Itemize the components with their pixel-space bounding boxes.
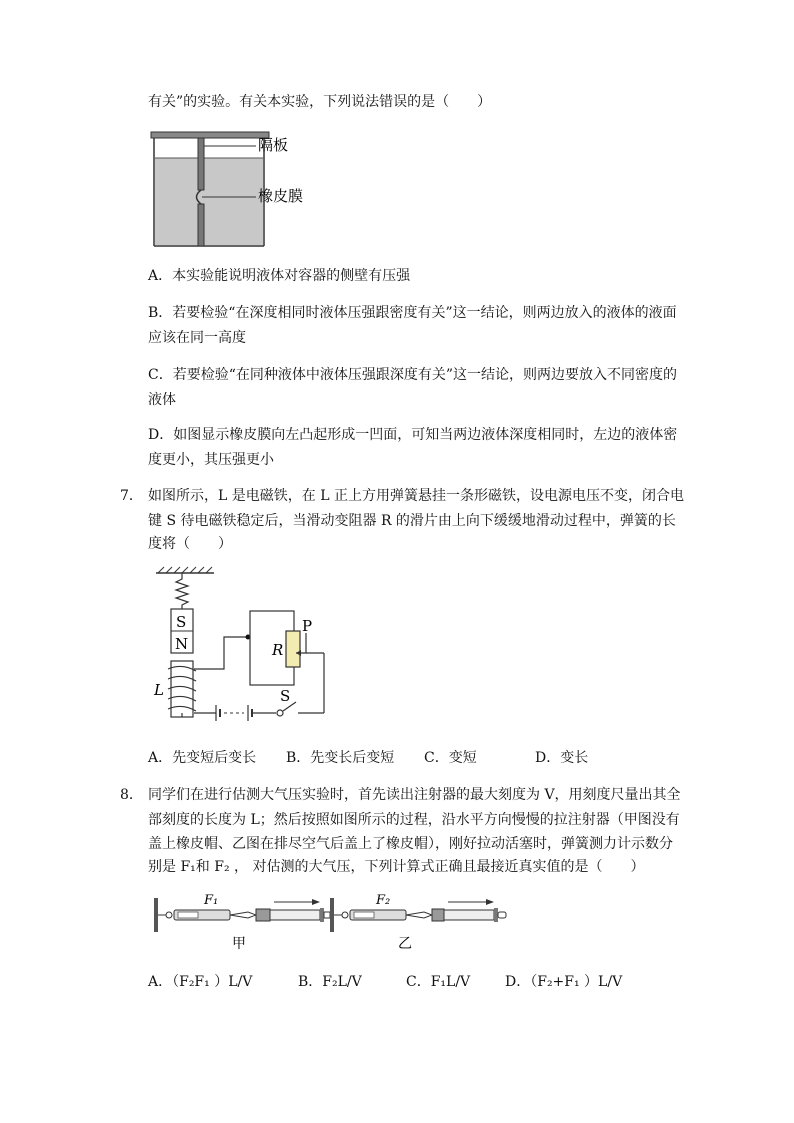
q6-option-a: A．本实验能说明液体对容器的侧壁有压强 xyxy=(148,268,411,284)
q6-option-b-line1: B．若要检验“在深度相同时液体压强跟密度有关”这一结论，则两边放入的液体的液面 xyxy=(148,305,677,321)
q7-option-c: C．变短 xyxy=(424,750,477,766)
q6-option-b-line2: 应该在同一高度 xyxy=(148,330,246,346)
coil-l-label: L xyxy=(154,681,164,699)
figure-yi-label: 乙 xyxy=(398,936,412,952)
force-f1-label: F₁ xyxy=(204,893,219,908)
q8-number: 8． xyxy=(120,787,143,803)
q7-option-d: D．变长 xyxy=(535,750,589,766)
magnet-s-pole-label: S xyxy=(176,613,187,631)
q8-option-c: C．F₁L/V xyxy=(406,974,471,990)
q7-line2: 键 S 待电磁铁稳定后，当滑动变阻器 R 的滑片由上向下缓缓地滑动过程中，弹簧的长 xyxy=(148,513,676,529)
q8-option-b: B．F₂L/V xyxy=(298,974,362,990)
q8-line2: 部刻度的长度为 L；然后按照如图所示的过程，沿水平方向慢慢的拉注射器（甲图没有 xyxy=(148,812,680,828)
electromagnet-circuit-figure xyxy=(148,565,338,725)
q6-option-c-line2: 液体 xyxy=(148,392,176,408)
switch-s-label: S xyxy=(280,687,291,705)
syringe-experiment-figure xyxy=(148,888,518,954)
q6-option-d-line1: D．如图显示橡皮膜向左凸起形成一凹面，可知当两边液体深度相同时，左边的液体密 xyxy=(148,427,678,443)
partition-container-figure xyxy=(148,128,328,253)
q6-intro-tail: 有关”的实验。有关本实验，下列说法错误的是（ ） xyxy=(148,94,492,110)
q6-option-c-line1: C．若要检验“在同种液体中液体压强跟深度有关”这一结论，则两边要放入不同密度的 xyxy=(148,367,678,383)
membrane-label: 橡皮膜 xyxy=(258,187,304,205)
q8-line4: 别是 F₁和 F₂ ， 对估测的大气压，下列计算式正确且最接近真实值的是（ ） xyxy=(148,859,645,875)
magnet-n-pole-label: N xyxy=(175,635,189,653)
q7-number: 7． xyxy=(120,488,143,504)
q7-options-row xyxy=(148,744,668,772)
q8-option-a: A．（F₂F₁ ）L/V xyxy=(148,974,253,990)
q8-line1: 同学们在进行估测大气压实验时，首先读出注射器的最大刻度为 V，用刻度尺量出其全 xyxy=(148,787,681,803)
force-f2-label: F₂ xyxy=(376,893,391,908)
resistor-r-label: R xyxy=(272,641,284,659)
q8-option-d: D．（F₂+F₁ ）L/V xyxy=(505,974,623,990)
partition-label: 隔板 xyxy=(258,136,289,154)
q7-option-a: A．先变短后变长 xyxy=(148,750,257,766)
q7-line3: 度将（ ） xyxy=(148,536,232,552)
q6-option-d-line2: 度更小，其压强更小 xyxy=(148,452,274,468)
q8-line3: 盖上橡皮帽、乙图在排尽空气后盖上了橡皮帽），刚好拉动活塞时，弹簧测力计示数分 xyxy=(148,836,673,852)
figure-jia-label: 甲 xyxy=(232,936,246,952)
q8-options-row xyxy=(148,968,668,996)
q7-option-b: B．先变长后变短 xyxy=(286,750,395,766)
q7-line1: 如图所示，L 是电磁铁，在 L 正上方用弹簧悬挂一条形磁铁，设电源电压不变，闭合电 xyxy=(148,488,684,504)
slider-p-label: P xyxy=(302,617,313,635)
